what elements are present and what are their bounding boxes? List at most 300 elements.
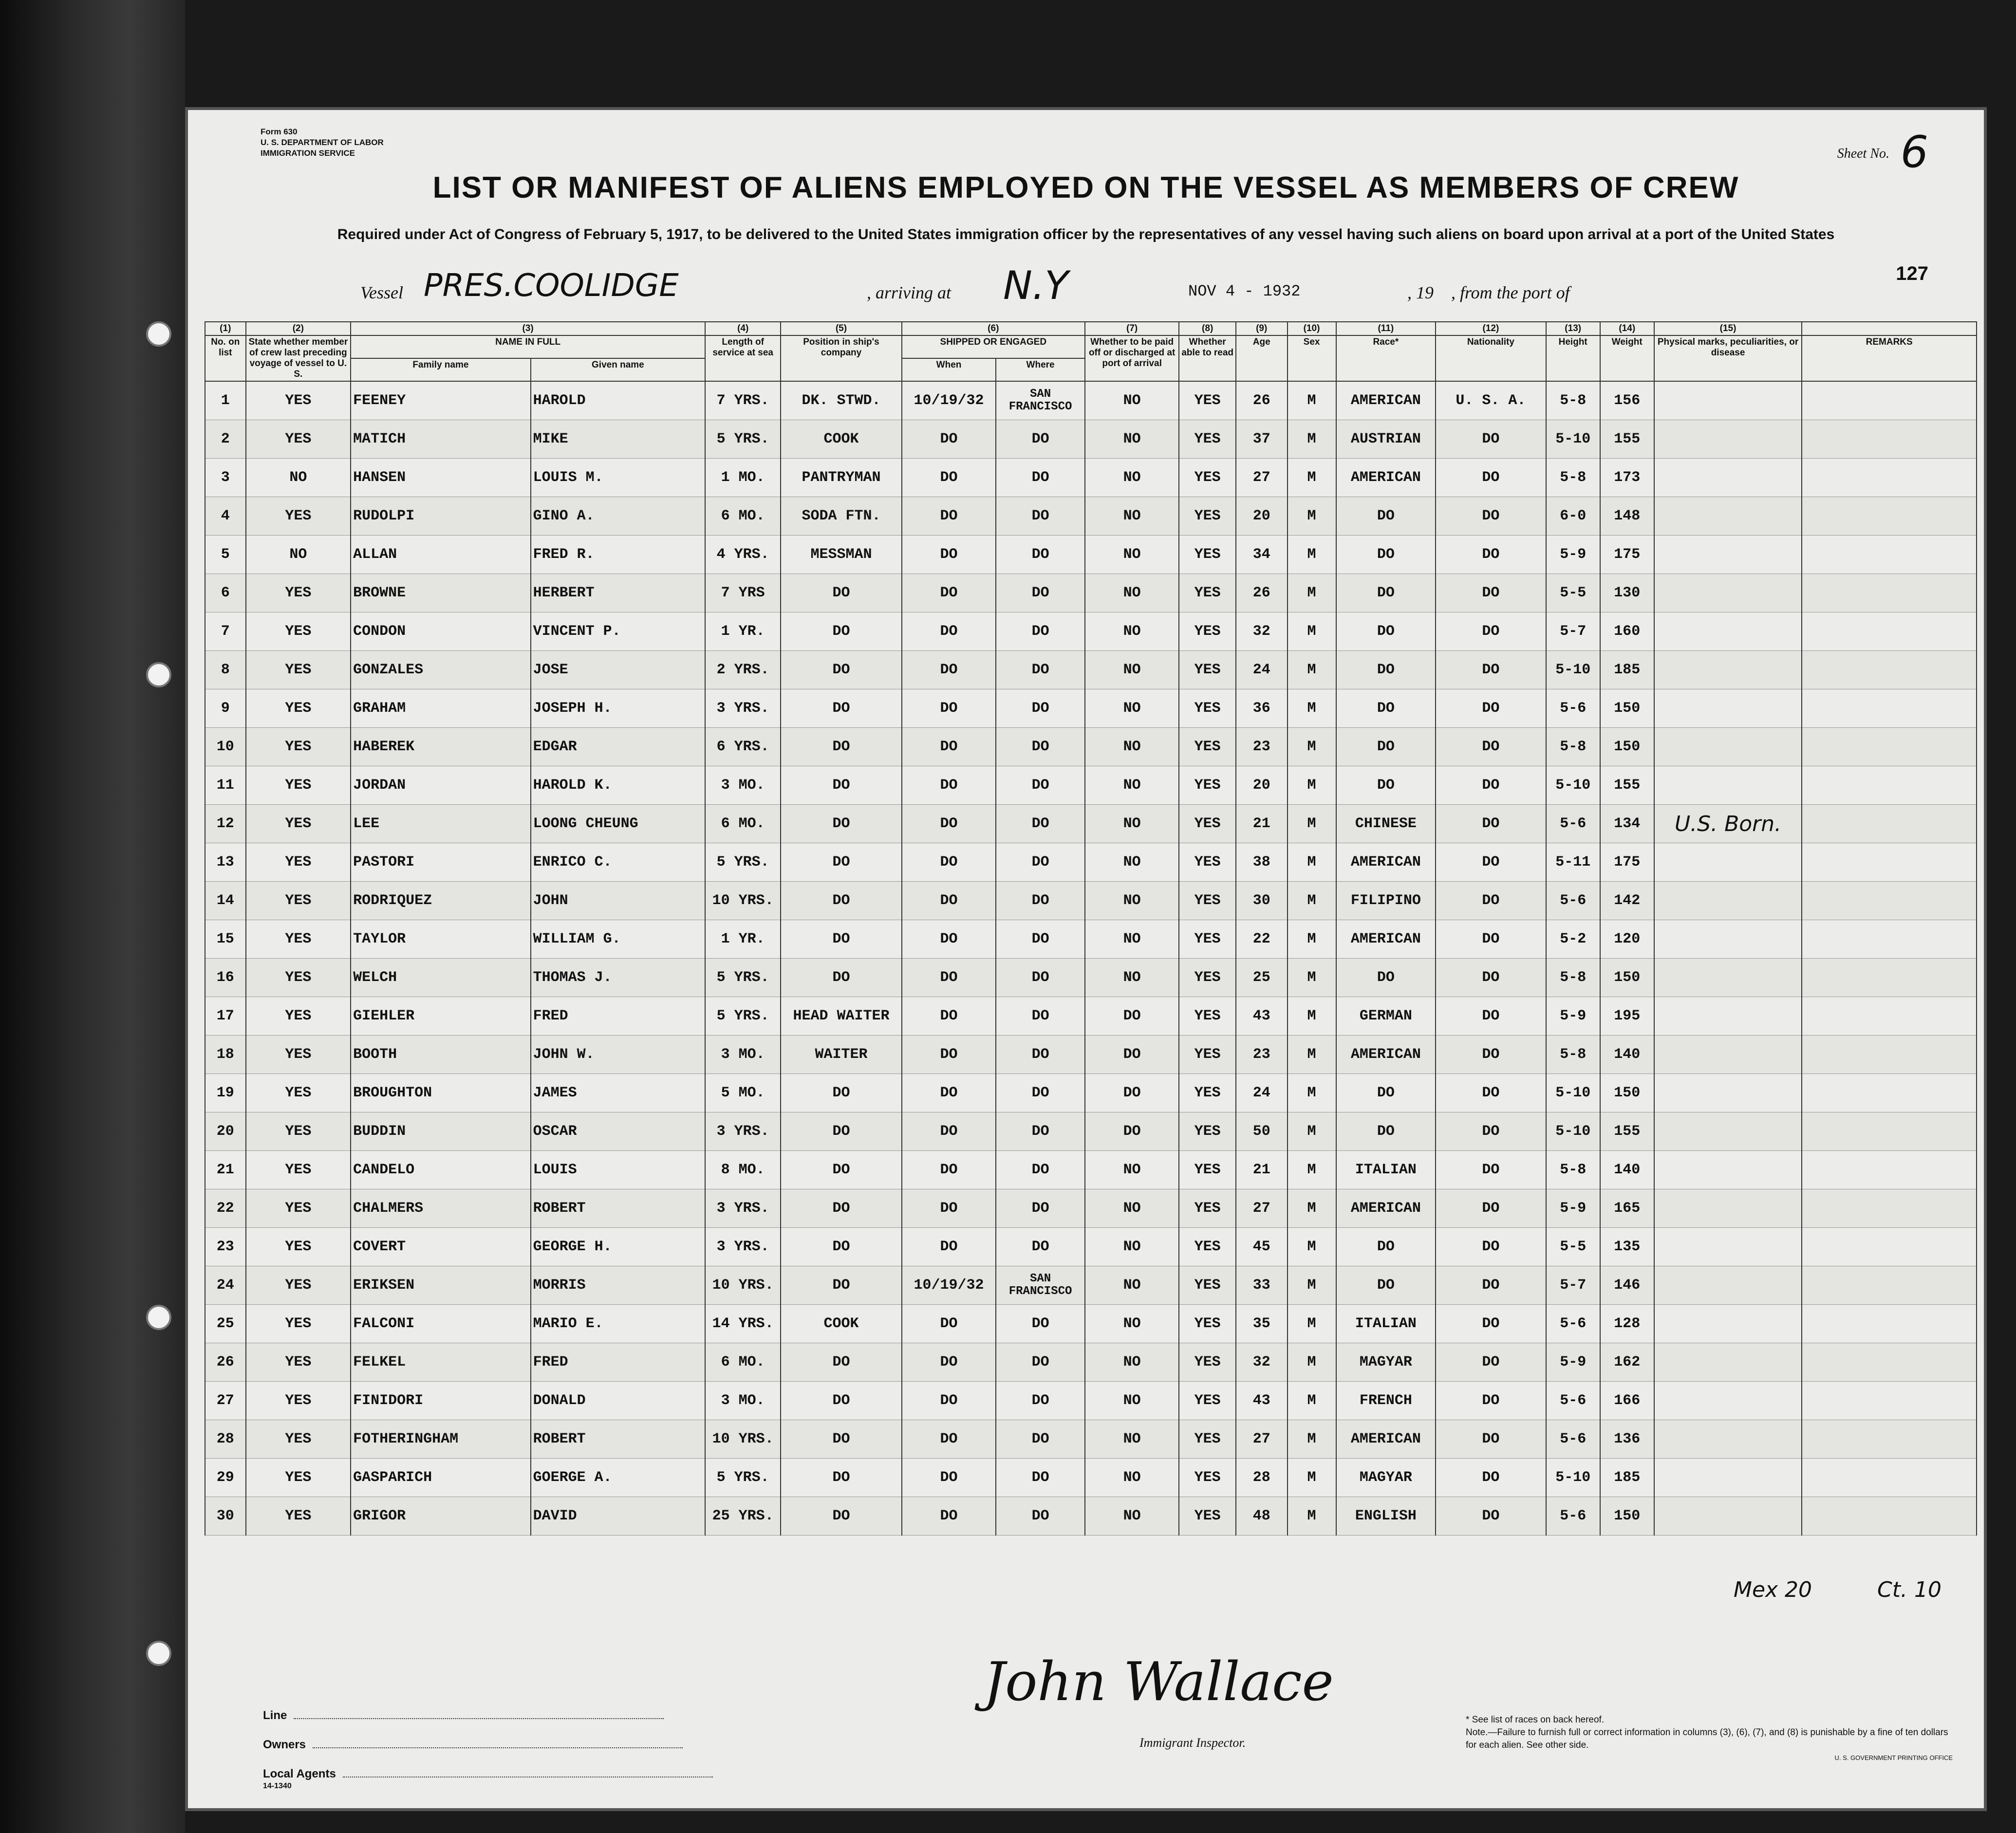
service-length: 5 YRS.	[705, 1459, 781, 1497]
ship-position: DO	[781, 1382, 902, 1420]
ship-position: WAITER	[781, 1036, 902, 1074]
shipped-where: DO	[996, 805, 1085, 843]
nationality: DO	[1436, 766, 1546, 805]
nationality: DO	[1436, 497, 1546, 536]
header-sex: Sex	[1288, 335, 1336, 381]
race: DO	[1336, 612, 1436, 651]
weight: 165	[1600, 1189, 1654, 1228]
family-name: BUDDIN	[351, 1112, 531, 1151]
height: 5-6	[1546, 689, 1600, 728]
paid-off-status: NO	[1085, 843, 1179, 882]
crew-member-status: YES	[246, 1112, 351, 1151]
remarks-cell	[1802, 766, 1977, 805]
weight: 142	[1600, 882, 1654, 920]
weight: 155	[1600, 420, 1654, 459]
able-to-read: YES	[1179, 612, 1236, 651]
family-name: HABEREK	[351, 728, 531, 766]
family-name: CHALMERS	[351, 1189, 531, 1228]
able-to-read: YES	[1179, 651, 1236, 689]
header-height: Height	[1546, 335, 1600, 381]
shipped-when: DO	[902, 689, 996, 728]
paid-off-status: NO	[1085, 805, 1179, 843]
ship-position: DO	[781, 766, 902, 805]
race: DO	[1336, 536, 1436, 574]
crew-member-status: YES	[246, 1459, 351, 1497]
weight: 120	[1600, 920, 1654, 959]
remarks-cell	[1802, 882, 1977, 920]
vessel-name: PRES.COOLIDGE	[424, 268, 679, 304]
races-note: * See list of races on back hereof.	[1466, 1715, 1605, 1725]
race: AMERICAN	[1336, 843, 1436, 882]
paid-off-status: NO	[1085, 766, 1179, 805]
weight: 173	[1600, 459, 1654, 497]
sex: M	[1288, 497, 1336, 536]
remarks-cell	[1802, 1305, 1977, 1343]
header-given: Given name	[531, 358, 706, 381]
margin-notes	[1734, 1577, 1941, 1602]
age: 21	[1236, 1151, 1288, 1189]
table-row	[205, 381, 1977, 420]
remarks-cell	[1802, 420, 1977, 459]
header-marks: Physical marks, peculiarities, or disease	[1654, 335, 1802, 381]
family-name: GRIGOR	[351, 1497, 531, 1536]
remarks-cell	[1802, 1036, 1977, 1074]
family-name: WELCH	[351, 959, 531, 997]
remarks-cell	[1802, 689, 1977, 728]
table-row	[205, 612, 1977, 651]
physical-marks	[1654, 689, 1802, 728]
col-num: (2)	[246, 322, 351, 335]
age: 38	[1236, 843, 1288, 882]
family-name: GRAHAM	[351, 689, 531, 728]
remarks-cell	[1802, 574, 1977, 612]
nationality: DO	[1436, 459, 1546, 497]
ship-position: DO	[781, 1497, 902, 1536]
paid-off-status: NO	[1085, 689, 1179, 728]
shipped-when: DO	[902, 1305, 996, 1343]
table-row	[205, 920, 1977, 959]
crew-member-status: YES	[246, 1305, 351, 1343]
physical-marks	[1654, 574, 1802, 612]
row-number: 19	[205, 1074, 246, 1112]
punch-hole	[146, 1641, 171, 1666]
height: 5-11	[1546, 843, 1600, 882]
weight: 150	[1600, 959, 1654, 997]
row-number: 4	[205, 497, 246, 536]
service-name: IMMIGRATION SERVICE	[261, 148, 355, 158]
inspector-signature	[984, 1650, 1334, 1713]
weight: 175	[1600, 843, 1654, 882]
weight: 185	[1600, 1459, 1654, 1497]
sex: M	[1288, 689, 1336, 728]
document-title: LIST OR MANIFEST OF ALIENS EMPLOYED ON THE VESSEL AS MEMBERS OF CREW	[432, 171, 1739, 204]
ship-position: DO	[781, 1420, 902, 1459]
remarks-cell	[1802, 1459, 1977, 1497]
col-num: (12)	[1436, 322, 1546, 335]
shipped-where: DO	[996, 1189, 1085, 1228]
family-name: ERIKSEN	[351, 1266, 531, 1305]
race: FILIPINO	[1336, 882, 1436, 920]
physical-marks	[1654, 1189, 1802, 1228]
header-position: Position in ship's company	[781, 335, 902, 381]
shipped-when: 10/19/32	[902, 381, 996, 420]
service-length: 6 MO.	[705, 805, 781, 843]
nationality: DO	[1436, 1305, 1546, 1343]
nationality: DO	[1436, 651, 1546, 689]
crew-member-status: YES	[246, 1343, 351, 1382]
header-age: Age	[1236, 335, 1288, 381]
physical-marks	[1654, 1343, 1802, 1382]
height: 5-6	[1546, 805, 1600, 843]
able-to-read: YES	[1179, 728, 1236, 766]
age: 32	[1236, 612, 1288, 651]
paid-off-status: NO	[1085, 1497, 1179, 1536]
sex: M	[1288, 728, 1336, 766]
footnotes	[1466, 1714, 1953, 1764]
shipped-where: DO	[996, 1228, 1085, 1266]
crew-member-status: YES	[246, 920, 351, 959]
race: AMERICAN	[1336, 459, 1436, 497]
height: 5-6	[1546, 1420, 1600, 1459]
crew-member-status: YES	[246, 728, 351, 766]
col-num: (15)	[1654, 322, 1802, 335]
able-to-read: YES	[1179, 882, 1236, 920]
date-stamp: NOV 4 - 1932	[1188, 282, 1301, 300]
row-number: 5	[205, 536, 246, 574]
given-name: LOUIS M.	[531, 459, 706, 497]
shipped-where: DO	[996, 997, 1085, 1036]
age: 28	[1236, 1459, 1288, 1497]
row-number: 11	[205, 766, 246, 805]
able-to-read: YES	[1179, 1343, 1236, 1382]
race: DO	[1336, 689, 1436, 728]
paid-off-status: DO	[1085, 1112, 1179, 1151]
row-number: 8	[205, 651, 246, 689]
family-name: COVERT	[351, 1228, 531, 1266]
physical-marks	[1654, 1228, 1802, 1266]
given-name: LOONG CHEUNG	[531, 805, 706, 843]
row-number: 12	[205, 805, 246, 843]
row-number: 13	[205, 843, 246, 882]
sex: M	[1288, 1112, 1336, 1151]
weight: 160	[1600, 612, 1654, 651]
sex: M	[1288, 805, 1336, 843]
punch-hole	[146, 1305, 171, 1330]
shipped-when: DO	[902, 536, 996, 574]
family-name: BROUGHTON	[351, 1074, 531, 1112]
header-length: Length of service at sea	[705, 335, 781, 381]
shipped-when: DO	[902, 574, 996, 612]
row-number: 30	[205, 1497, 246, 1536]
crew-member-status: YES	[246, 1266, 351, 1305]
weight: 150	[1600, 1074, 1654, 1112]
year-label: , 19	[1407, 283, 1434, 302]
weight: 162	[1600, 1343, 1654, 1382]
race: DO	[1336, 1266, 1436, 1305]
weight: 156	[1600, 381, 1654, 420]
paid-off-status: NO	[1085, 536, 1179, 574]
row-number: 1	[205, 381, 246, 420]
height: 5-9	[1546, 536, 1600, 574]
nationality: DO	[1436, 1112, 1546, 1151]
nationality: DO	[1436, 612, 1546, 651]
ship-position: COOK	[781, 420, 902, 459]
sex: M	[1288, 651, 1336, 689]
row-number: 29	[205, 1459, 246, 1497]
sex: M	[1288, 882, 1336, 920]
nationality: DO	[1436, 536, 1546, 574]
family-name: CANDELO	[351, 1151, 531, 1189]
nationality: DO	[1436, 1459, 1546, 1497]
physical-marks	[1654, 920, 1802, 959]
service-length: 5 YRS.	[705, 997, 781, 1036]
punch-hole	[146, 321, 171, 347]
table-row	[205, 843, 1977, 882]
service-length: 7 YRS.	[705, 381, 781, 420]
height: 5-8	[1546, 728, 1600, 766]
col-num: (9)	[1236, 322, 1288, 335]
race: MAGYAR	[1336, 1459, 1436, 1497]
weight: 148	[1600, 497, 1654, 536]
nationality: DO	[1436, 959, 1546, 997]
family-name: TAYLOR	[351, 920, 531, 959]
paid-off-status: NO	[1085, 1266, 1179, 1305]
shipped-when: DO	[902, 1343, 996, 1382]
service-length: 6 YRS.	[705, 728, 781, 766]
ship-position: DO	[781, 1459, 902, 1497]
service-length: 8 MO.	[705, 1151, 781, 1189]
service-length: 3 MO.	[705, 1382, 781, 1420]
height: 5-6	[1546, 1305, 1600, 1343]
weight: 146	[1600, 1266, 1654, 1305]
given-name: GOERGE A.	[531, 1459, 706, 1497]
able-to-read: YES	[1179, 766, 1236, 805]
age: 32	[1236, 1343, 1288, 1382]
remarks-cell	[1802, 536, 1977, 574]
weight: 140	[1600, 1151, 1654, 1189]
row-number: 26	[205, 1343, 246, 1382]
able-to-read: YES	[1179, 1382, 1236, 1420]
shipped-when: DO	[902, 1189, 996, 1228]
manifest-footer	[263, 1577, 1967, 1806]
remarks-cell	[1802, 1189, 1977, 1228]
given-name: DONALD	[531, 1382, 706, 1420]
header-where: Where	[996, 358, 1085, 381]
height: 5-8	[1546, 1036, 1600, 1074]
nationality: DO	[1436, 805, 1546, 843]
able-to-read: YES	[1179, 536, 1236, 574]
ship-position: DO	[781, 1151, 902, 1189]
row-number: 25	[205, 1305, 246, 1343]
given-name: FRED R.	[531, 536, 706, 574]
shipped-when: DO	[902, 1459, 996, 1497]
height: 5-10	[1546, 1459, 1600, 1497]
ship-position: DO	[781, 1112, 902, 1151]
crew-member-status: YES	[246, 1382, 351, 1420]
service-length: 3 MO.	[705, 1036, 781, 1074]
paid-off-status: NO	[1085, 420, 1179, 459]
sex: M	[1288, 381, 1336, 420]
paid-off-status: DO	[1085, 1074, 1179, 1112]
nationality: DO	[1436, 574, 1546, 612]
shipped-where: DO	[996, 459, 1085, 497]
physical-marks: U.S. Born.	[1654, 805, 1802, 843]
remarks-cell	[1802, 1228, 1977, 1266]
height: 5-6	[1546, 1497, 1600, 1536]
binder-strip	[0, 0, 185, 1833]
given-name: THOMAS J.	[531, 959, 706, 997]
shipped-where: DO	[996, 843, 1085, 882]
ship-position: DO	[781, 843, 902, 882]
nationality: DO	[1436, 1266, 1546, 1305]
shipped-where: DO	[996, 728, 1085, 766]
shipped-where: DO	[996, 1497, 1085, 1536]
shipped-where: DO	[996, 1151, 1085, 1189]
service-length: 3 YRS.	[705, 1228, 781, 1266]
nationality: DO	[1436, 728, 1546, 766]
row-number: 27	[205, 1382, 246, 1420]
vessel-label: Vessel	[360, 283, 403, 302]
from-port-label: , from the port of	[1451, 283, 1570, 302]
shipped-where: DO	[996, 651, 1085, 689]
remarks-cell	[1802, 997, 1977, 1036]
shipped-where: DO	[996, 689, 1085, 728]
crew-member-status: YES	[246, 882, 351, 920]
given-name: WILLIAM G.	[531, 920, 706, 959]
remarks-cell	[1802, 1266, 1977, 1305]
remarks-cell	[1802, 1112, 1977, 1151]
shipped-where: DO	[996, 1382, 1085, 1420]
crew-table	[205, 321, 1977, 1536]
ship-position: DO	[781, 689, 902, 728]
physical-marks	[1654, 1420, 1802, 1459]
ship-position: DO	[781, 1189, 902, 1228]
ship-position: DO	[781, 882, 902, 920]
crew-member-status: YES	[246, 1420, 351, 1459]
physical-marks	[1654, 882, 1802, 920]
height: 5-5	[1546, 1228, 1600, 1266]
given-name: GINO A.	[531, 497, 706, 536]
nationality: DO	[1436, 1189, 1546, 1228]
row-number: 9	[205, 689, 246, 728]
physical-marks	[1654, 1036, 1802, 1074]
crew-member-status: YES	[246, 766, 351, 805]
shipped-when: DO	[902, 1112, 996, 1151]
margin-note-right: Ct. 10	[1877, 1577, 1941, 1602]
age: 45	[1236, 1228, 1288, 1266]
family-name: PASTORI	[351, 843, 531, 882]
paid-off-status: NO	[1085, 497, 1179, 536]
sex: M	[1288, 536, 1336, 574]
given-name: VINCENT P.	[531, 612, 706, 651]
ship-position: DO	[781, 651, 902, 689]
manifest-sheet	[185, 107, 1987, 1811]
service-length: 1 YR.	[705, 612, 781, 651]
sex: M	[1288, 920, 1336, 959]
physical-marks	[1654, 959, 1802, 997]
sex: M	[1288, 1266, 1336, 1305]
sex: M	[1288, 1074, 1336, 1112]
paid-off-status: NO	[1085, 1420, 1179, 1459]
service-length: 7 YRS	[705, 574, 781, 612]
shipped-when: DO	[902, 1497, 996, 1536]
row-number: 17	[205, 997, 246, 1036]
crew-member-status: YES	[246, 959, 351, 997]
ship-position: SODA FTN.	[781, 497, 902, 536]
age: 23	[1236, 1036, 1288, 1074]
given-name: JOHN	[531, 882, 706, 920]
able-to-read: YES	[1179, 1112, 1236, 1151]
family-name: ALLAN	[351, 536, 531, 574]
service-length: 5 MO.	[705, 1074, 781, 1112]
nationality: DO	[1436, 920, 1546, 959]
owners-rule	[313, 1747, 683, 1748]
weight: 155	[1600, 1112, 1654, 1151]
physical-marks	[1654, 1266, 1802, 1305]
table-row	[205, 728, 1977, 766]
shipped-when: DO	[902, 651, 996, 689]
ship-position: DO	[781, 1074, 902, 1112]
ship-position: PANTRYMAN	[781, 459, 902, 497]
age: 33	[1236, 1266, 1288, 1305]
service-length: 1 YR.	[705, 920, 781, 959]
table-row	[205, 1382, 1977, 1420]
shipped-when: DO	[902, 1036, 996, 1074]
paid-off-status: NO	[1085, 920, 1179, 959]
able-to-read: YES	[1179, 497, 1236, 536]
race: AMERICAN	[1336, 920, 1436, 959]
paid-off-status: NO	[1085, 651, 1179, 689]
col-num: (13)	[1546, 322, 1600, 335]
physical-marks	[1654, 1151, 1802, 1189]
shipped-where: DO	[996, 766, 1085, 805]
given-name: EDGAR	[531, 728, 706, 766]
shipped-when: DO	[902, 497, 996, 536]
age: 36	[1236, 689, 1288, 728]
sheet-number-label: Sheet No.	[1837, 146, 1889, 161]
shipped-when: DO	[902, 1228, 996, 1266]
shipped-where: DO	[996, 920, 1085, 959]
age: 24	[1236, 651, 1288, 689]
shipped-when: DO	[902, 1420, 996, 1459]
height: 5-7	[1546, 1266, 1600, 1305]
height: 5-9	[1546, 997, 1600, 1036]
race: AMERICAN	[1336, 1036, 1436, 1074]
age: 25	[1236, 959, 1288, 997]
sex: M	[1288, 1151, 1336, 1189]
printing-office: U. S. GOVERNMENT PRINTING OFFICE	[1834, 1754, 1953, 1761]
table-row	[205, 805, 1977, 843]
header-family: Family name	[351, 358, 531, 381]
row-number: 22	[205, 1189, 246, 1228]
column-number-row	[205, 322, 1977, 335]
sex: M	[1288, 1420, 1336, 1459]
remarks-cell	[1802, 1151, 1977, 1189]
nationality: DO	[1436, 1497, 1546, 1536]
nationality: DO	[1436, 1420, 1546, 1459]
service-length: 2 YRS.	[705, 651, 781, 689]
able-to-read: YES	[1179, 574, 1236, 612]
remarks-cell	[1802, 843, 1977, 882]
sex: M	[1288, 612, 1336, 651]
age: 26	[1236, 381, 1288, 420]
service-length: 5 YRS.	[705, 843, 781, 882]
table-row	[205, 1228, 1977, 1266]
weight: 150	[1600, 728, 1654, 766]
table-row	[205, 1074, 1977, 1112]
table-row	[205, 459, 1977, 497]
given-name: DAVID	[531, 1497, 706, 1536]
